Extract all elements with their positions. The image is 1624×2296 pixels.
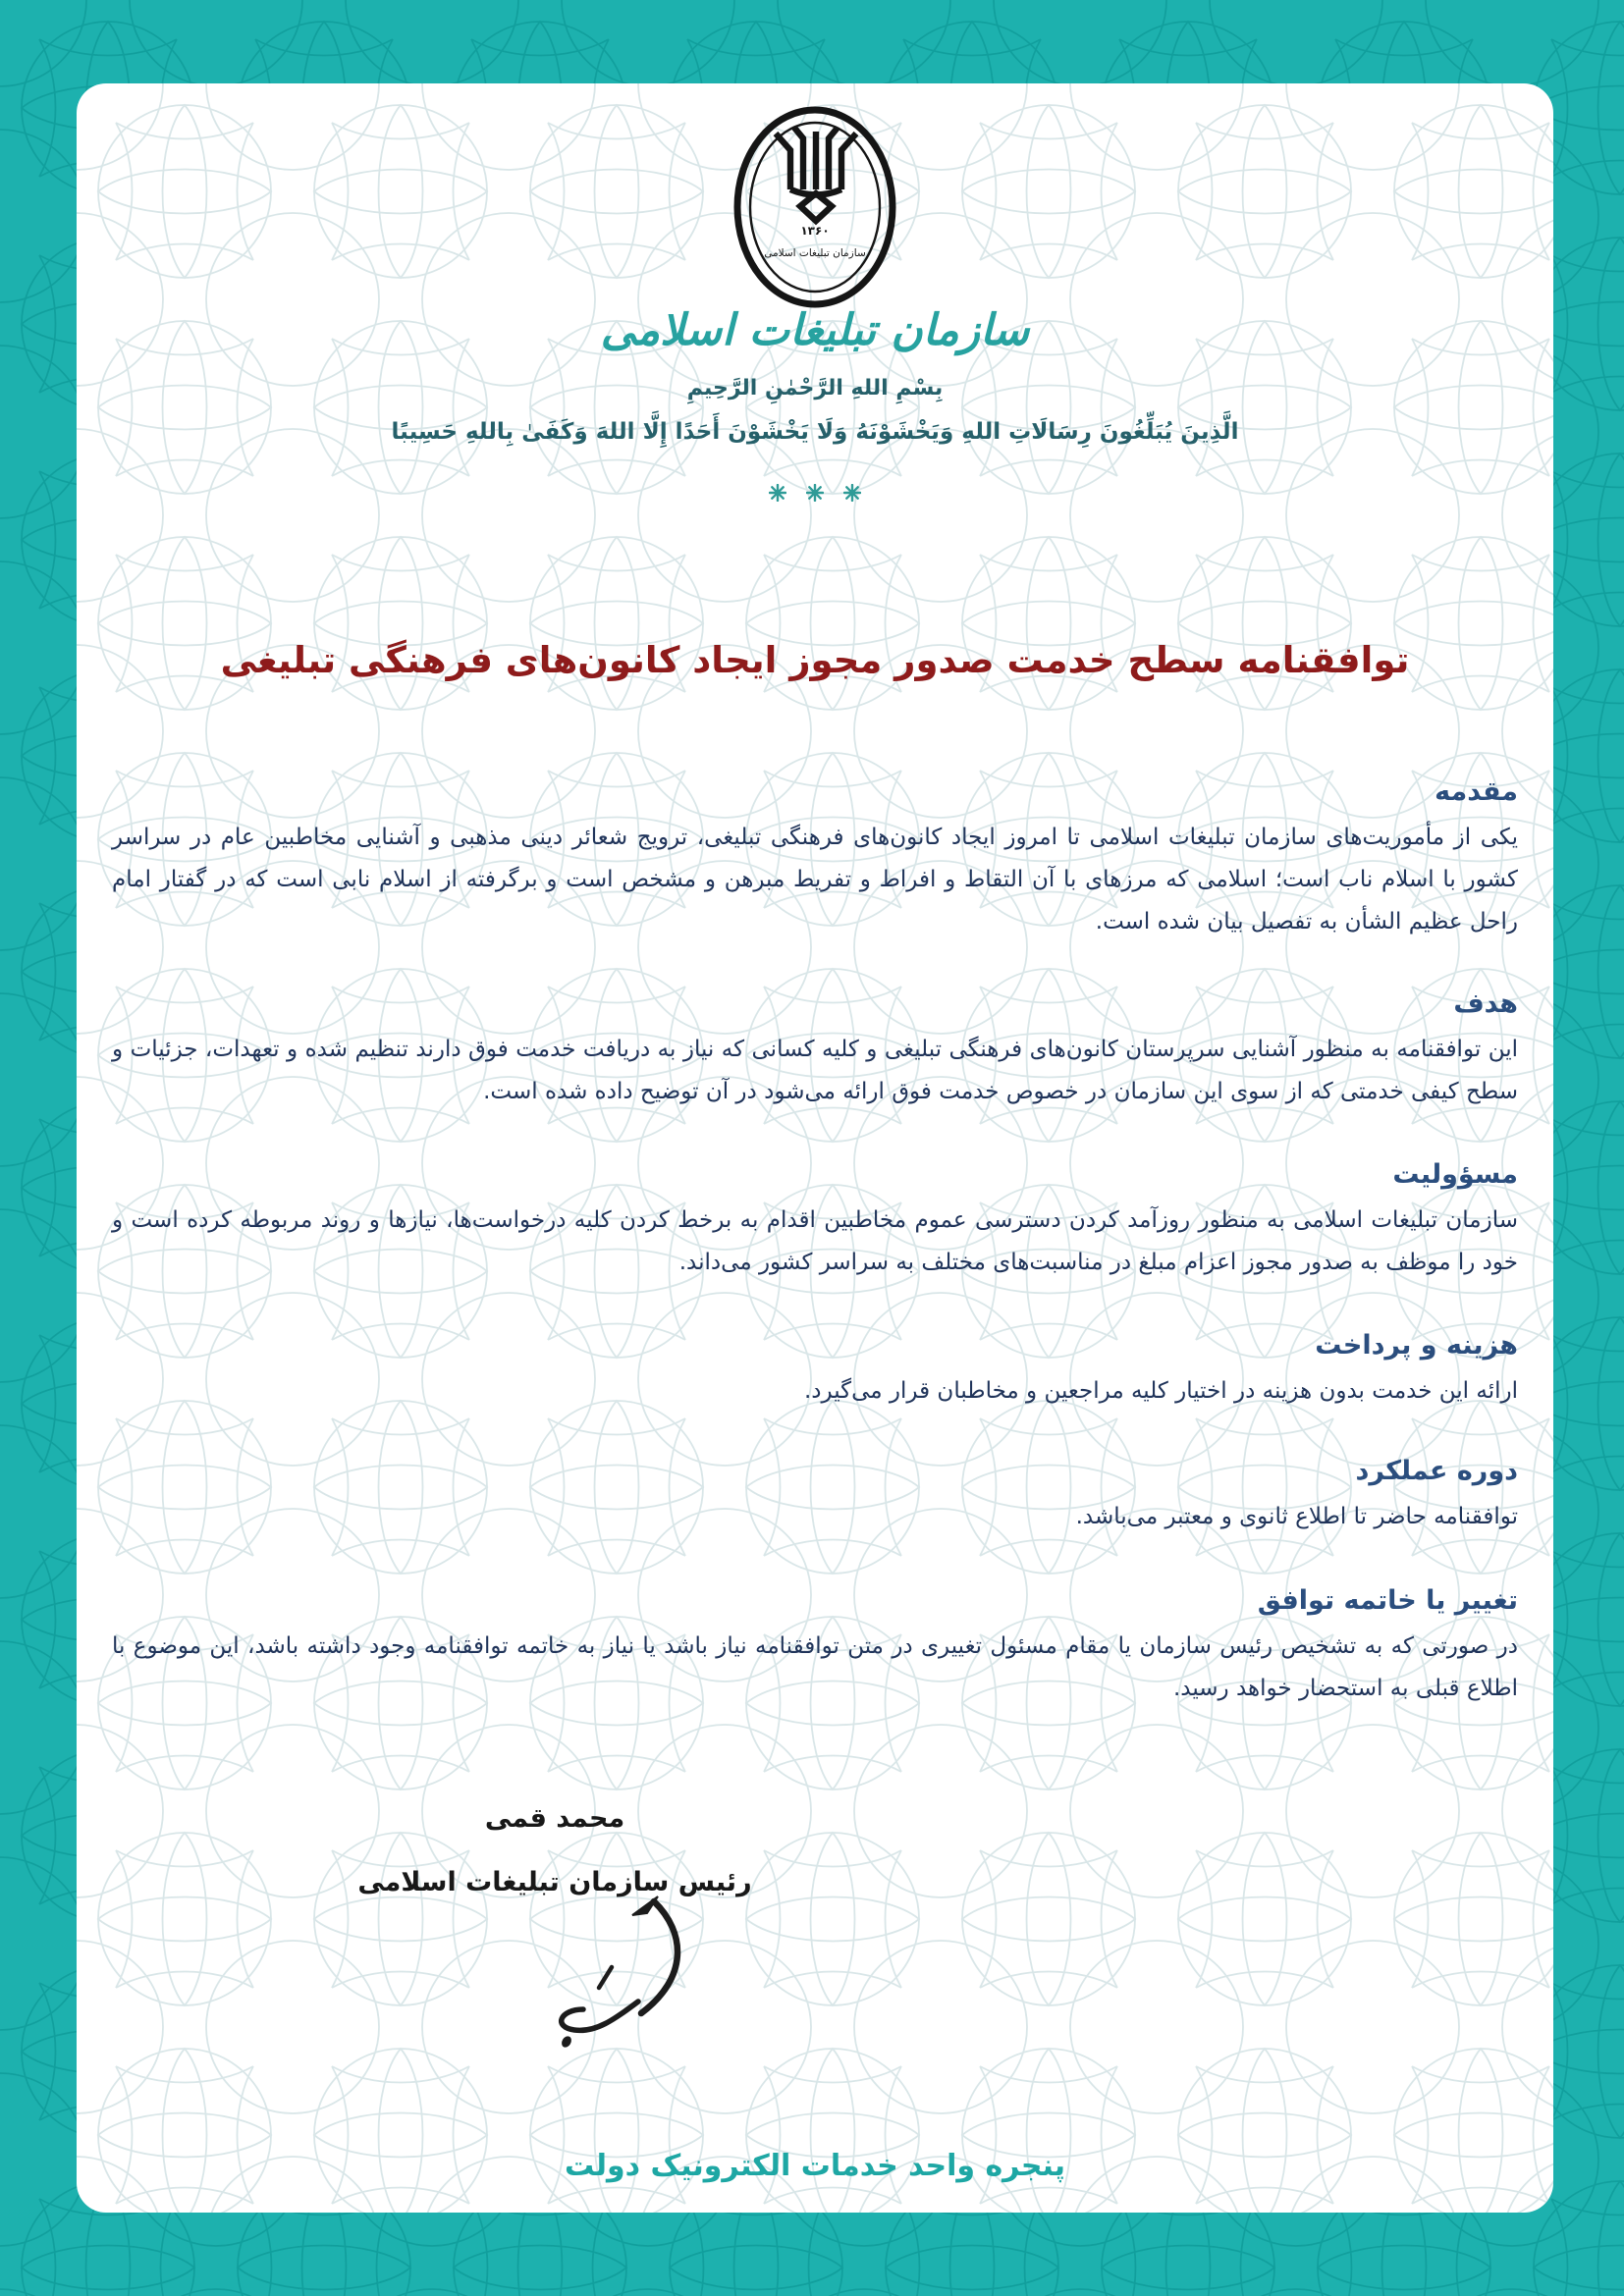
section-body: توافقنامه حاضر تا اطلاع ثانوی و معتبر می‌باشد. — [1075, 1504, 1518, 1529]
signature-block — [353, 1803, 756, 1897]
section-body: این توافقنامه به منظور آشنایی سرپرستان کانون‌های فرهنگی تبلیغی و کلیه کسانی که نیاز به دریافت خدمت فوق دارند تنظیم شده و تعهدات، جزئیات و سطح کیفی خدمتی که از سوی این سازمان در خصوص خدمت فوق ارائه می‌شود در آن توضیح داده شده است. — [112, 1037, 1518, 1105]
section-body: یکی از مأموریت‌های سازمان تبلیغات اسلامی تا امروز ایجاد کانون‌های فرهنگی تبلیغی، ترویج شعائر دینی مذهبی و آشنایی مخاطبین عام در سراسر کشور با اسلام ناب است؛ اسلامی که مرزهای با آن التقاط و افراط و تفریط مبرهن و مشخص است و برگرفته از اسلام نابی است که در گفتار امام راحل عظیم الشأن به تفصیل بیان شده است. — [112, 825, 1518, 935]
section-heading: تغییر یا خاتمه توافق — [1257, 1585, 1518, 1616]
section-heading: هدف — [1453, 988, 1518, 1019]
section-body: در صورتی که به تشخیص رئیس سازمان یا مقام مسئول تغییری در متن توافقنامه نیاز باشد یا نیاز به خاتمه توافقنامه وجود داشته باشد، این موضوع با اطلاع قبلی به استحضار خواهد رسید. — [112, 1633, 1518, 1702]
section-change-or-termination — [112, 1585, 1518, 1710]
bismillah-line: بِسْمِ اللهِ الرَّحْمٰنِ الرَّحِيمِ — [686, 376, 944, 400]
star-ornament — [77, 484, 1553, 502]
section-heading: هزینه و پرداخت — [1315, 1330, 1518, 1361]
footer-service-window: پنجره واحد خدمات الکترونیک دولت — [565, 2149, 1065, 2183]
section-responsibility — [112, 1159, 1518, 1284]
section-introduction — [112, 776, 1518, 944]
section-heading: مقدمه — [1435, 776, 1518, 807]
signatory-role: رئیس سازمان تبلیغات اسلامی — [357, 1867, 752, 1897]
signatory-name: محمد قمی — [484, 1803, 625, 1834]
quran-verse-line: الَّذِينَ يُبَلِّغُونَ رِسَالَاتِ اللهِ وَيَخْشَوْنَهُ وَلَا يَخْشَوْنَ أَحَدًا إِلَّا اللهَ وَكَفَىٰ بِاللهِ حَسِيبًا — [391, 419, 1239, 445]
letter-card — [77, 83, 1553, 2213]
handwritten-signature — [536, 1892, 708, 2056]
section-goal — [112, 988, 1518, 1113]
section-cost-and-payment — [112, 1330, 1518, 1413]
star-icon — [769, 484, 786, 502]
kufic-allah-calligraphy — [776, 128, 856, 221]
section-performance-period — [112, 1456, 1518, 1538]
document-title: توافقنامه سطح خدمت صدور مجوز ایجاد کانون‌های فرهنگی تبلیغی — [220, 639, 1410, 681]
emblem-year: ۱۳۶۰ — [800, 224, 830, 238]
star-icon — [843, 484, 861, 502]
organization-emblem-logo — [731, 103, 899, 311]
section-heading: مسؤولیت — [1392, 1159, 1518, 1190]
section-body: ارائه این خدمت بدون هزینه در اختیار کلیه مراجعین و مخاطبان قرار می‌گیرد. — [804, 1378, 1518, 1404]
star-icon — [806, 484, 824, 502]
letter-content — [77, 83, 1553, 2213]
emblem-org-name: سازمان تبلیغات اسلامی — [764, 247, 866, 259]
section-heading: دوره عملکرد — [1355, 1456, 1518, 1486]
section-body: سازمان تبلیغات اسلامی به منظور روزآمد کردن دسترسی عموم مخاطبین اقدام به برخط کردن کلیه درخواست‌ها، نیازها و روند مربوطه کرده است و خود را موظف به صدور مجوز اعزام مبلغ در مناسبت‌های مختلف به سراسر کشور می‌داند. — [112, 1207, 1518, 1276]
organization-wordmark: سازمان تبلیغات اسلامی — [600, 305, 1030, 355]
